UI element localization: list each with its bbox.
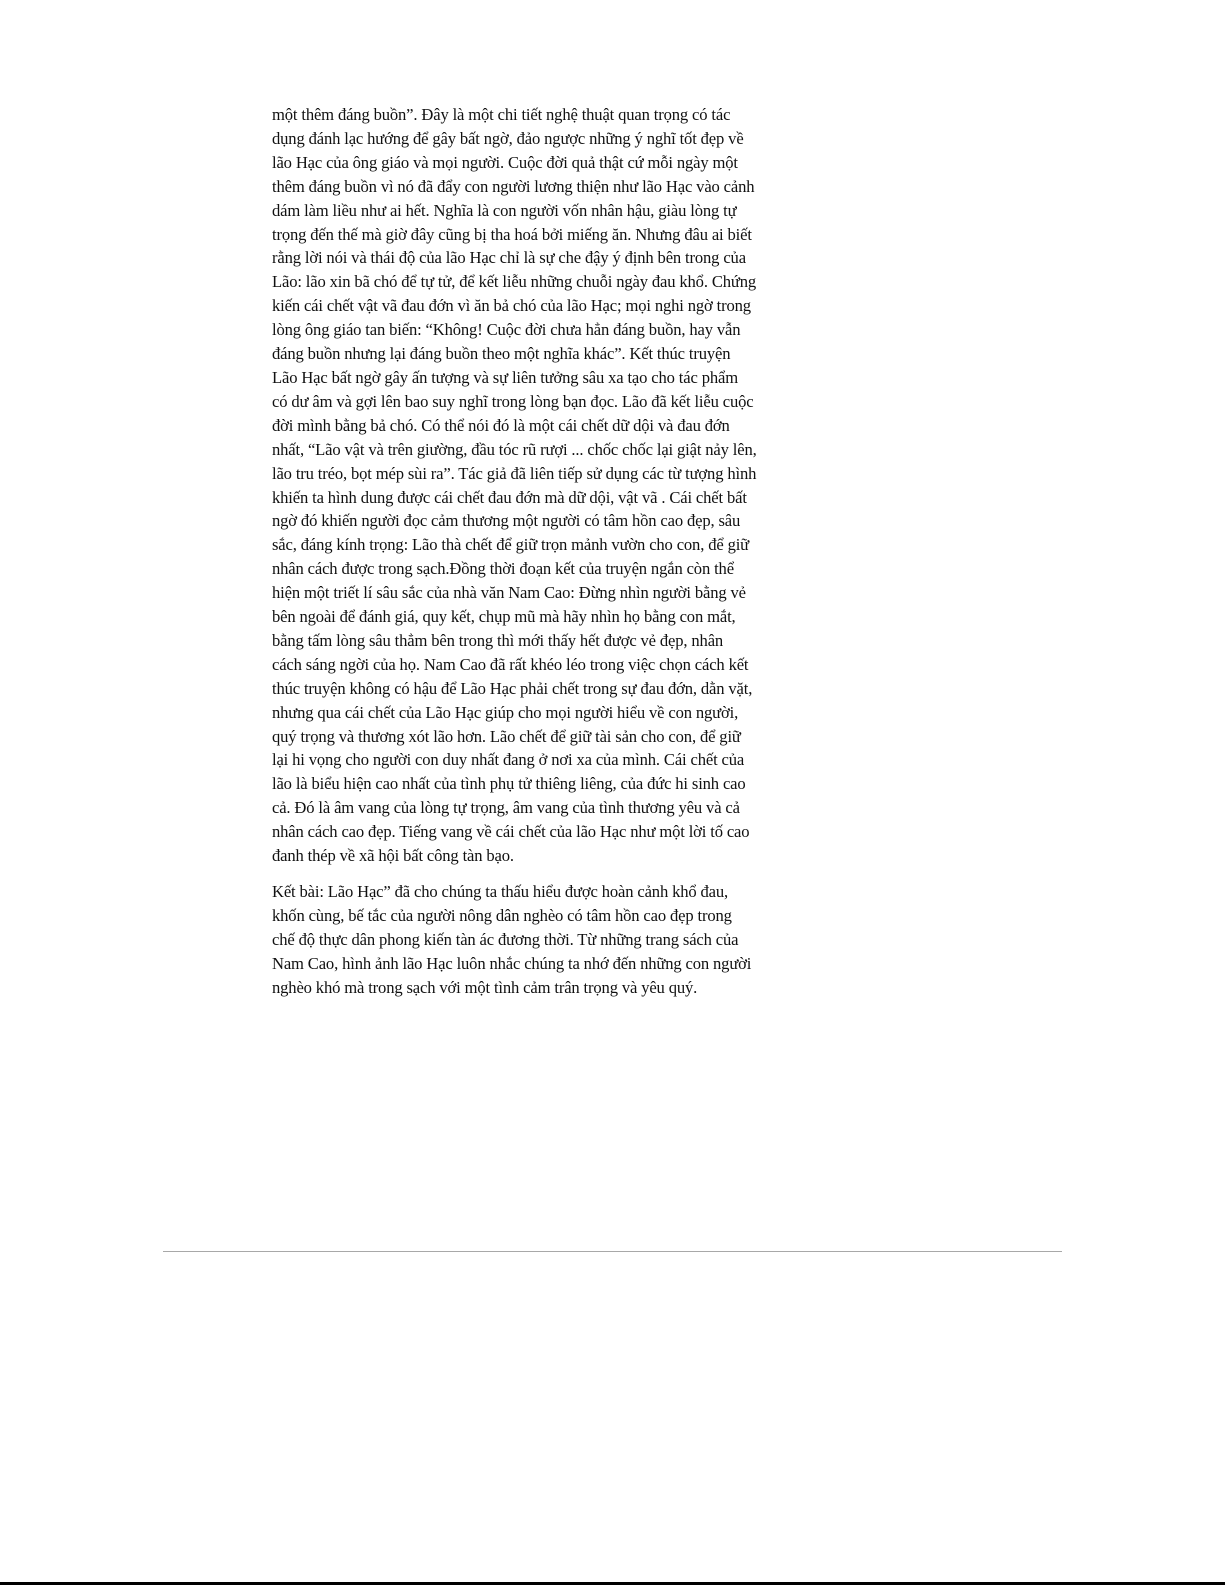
text-line: khốn cùng, bế tắc của người nông dân nghèo có tâm hồn cao đẹp trong [272,905,732,925]
text-line: lão là biểu hiện cao nhất của tình phụ tử thiêng liêng, của đức hi sinh cao [272,774,746,794]
text-line: kiến cái chết vật vã đau đớn vì ăn bả chó của lão Hạc; mọi nghi ngờ trong [272,296,751,316]
paragraph-gap [272,868,814,880]
text-line: thúc truyện không có hậu để Lão Hạc phải chết trong sự đau đớn, dằn vặt, [272,678,753,698]
text-line: Kết bài: Lão Hạc” đã cho chúng ta thấu hiểu được hoàn cảnh khổ đau, [272,882,729,901]
text-line: dám làm liều như ai hết. Nghĩa là con người vốn nhân hậu, giàu lòng tự [272,200,737,220]
text-line: đanh thép về xã hội bất công tàn bạo. [272,846,514,866]
text-line: quý trọng và thương xót lão hơn. Lão chết để giữ tài sản cho con, để giữ [272,726,741,746]
text-line: Lão: lão xin bã chó để tự tử, để kết liễu những chuỗi ngày đau khổ. Chứng [272,272,757,292]
text-line: cả. Đó là âm vang của lòng tự trọng, âm vang của tình thương yêu và cả [272,798,740,818]
text-line: cách sáng ngời của họ. Nam Cao đã rất khéo léo trong việc chọn cách kết [272,654,749,674]
text-line: nghèo khó mà trong sạch với một tình cảm trân trọng và yêu quý. [272,977,698,997]
page-divider [163,1251,1062,1252]
text-line: rằng lời nói và thái độ của lão Hạc chỉ là sự che đậy ý định bên trong của [272,248,746,268]
text-line: một thêm đáng buồn”. Đây là một chi tiết nghệ thuật quan trọng có tác [272,105,731,124]
text-line: thêm đáng buồn vì nó đã đẩy con người lương thiện như lão Hạc vào cảnh [272,176,755,196]
text-line: đời mình bằng bả chó. Có thể nói đó là một cái chết dữ dội và đau đớn [272,415,730,435]
text-line: khiến ta hình dung được cái chết đau đớn mà dữ dội, vật vã . Cái chết bất [272,487,747,507]
text-line: ngờ đó khiến người đọc cảm thương một người có tâm hồn cao đẹp, sâu [272,511,741,531]
body-text [272,103,814,1000]
text-line: lão Hạc của ông giáo và mọi người. Cuộc đời quả thật cứ mỗi ngày một [272,152,738,172]
text-line: nhất, “Lão vật và trên giường, đầu tóc rũ rượi ... chốc chốc lại giật nảy lên, [272,439,757,459]
text-line: bên ngoài để đánh giá, quy kết, chụp mũ mà hãy nhìn họ bằng con mắt, [272,607,736,627]
text-line: trọng đến thế mà giờ đây cũng bị tha hoá bởi miếng ăn. Nhưng đâu ai biết [272,224,752,244]
text-line: đáng buồn nhưng lại đáng buồn theo một nghĩa khác”. Kết thúc truyện [272,344,731,364]
text-line: hiện một triết lí sâu sắc của nhà văn Nam Cao: Đừng nhìn người bằng vẻ [272,583,746,603]
text-line: nhưng qua cái chết của Lão Hạc giúp cho mọi người hiểu về con người, [272,702,739,722]
text-line: lòng ông giáo tan biến: “Không! Cuộc đời chưa hẳn đáng buồn, hay vẫn [272,320,741,340]
text-line: Nam Cao, hình ảnh lão Hạc luôn nhắc chúng ta nhớ đến những con người [272,953,752,973]
text-line: nhân cách cao đẹp. Tiếng vang về cái chết của lão Hạc như một lời tố cao [272,822,750,842]
paragraph-ket-bai [272,880,814,1000]
text-line: Lão Hạc bất ngờ gây ấn tượng và sự liên tưởng sâu xa tạo cho tác phẩm [272,367,738,387]
text-line: sắc, đáng kính trọng: Lão thà chết để giữ trọn mảnh vườn cho con, để giữ [272,535,750,555]
text-line: nhân cách được trong sạch.Đồng thời đoạn kết của truyện ngắn còn thể [272,559,734,579]
paragraph-conclusion-analysis [272,103,814,868]
text-line: bằng tấm lòng sâu thẳm bên trong thì mới thấy hết được vẻ đẹp, nhân [272,630,724,650]
text-line: có dư âm và gợi lên bao suy nghĩ trong lòng bạn đọc. Lão đã kết liễu cuộc [272,391,754,411]
text-line: lại hi vọng cho người con duy nhất đang ở nơi xa của mình. Cái chết của [272,750,745,770]
text-line: dụng đánh lạc hướng để gây bất ngờ, đảo ngược những ý nghĩ tốt đẹp về [272,128,744,148]
text-line: chế độ thực dân phong kiến tàn ác đương thời. Từ những trang sách của [272,929,739,949]
text-line: lão tru tréo, bọt mép sùi ra”. Tác giả đã liên tiếp sử dụng các từ tượng hình [272,463,757,483]
